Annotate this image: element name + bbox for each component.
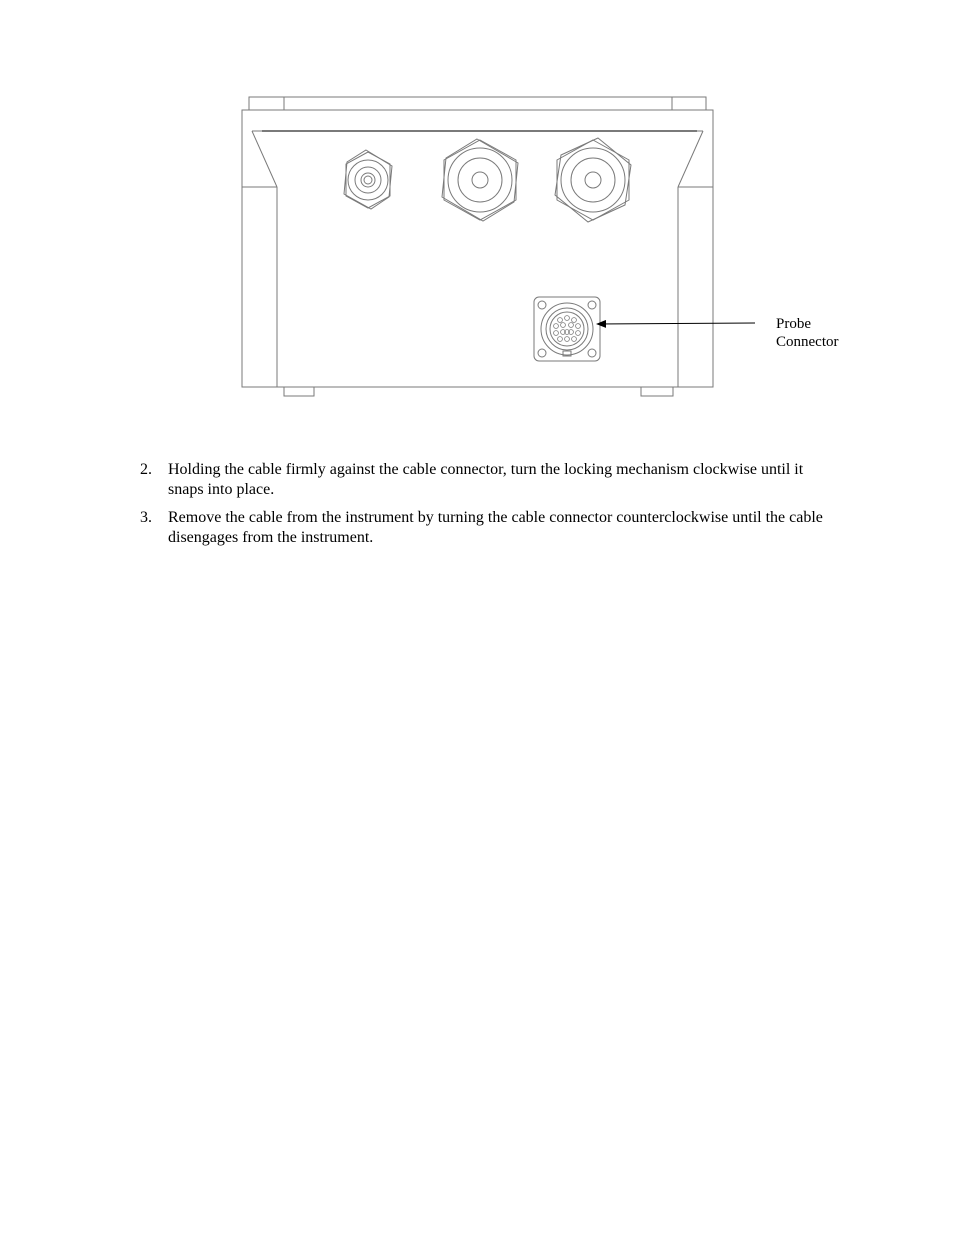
foot-right	[641, 387, 673, 396]
probe-connector	[534, 297, 600, 361]
step-number: 3.	[140, 509, 152, 526]
callout-line-2: Connector	[776, 334, 839, 350]
step-item	[140, 508, 840, 548]
cable-gland-medium	[442, 139, 518, 221]
step-number: 2.	[140, 461, 152, 478]
step-item	[140, 460, 840, 500]
probe-connector-label	[776, 315, 838, 351]
step-text: Holding the cable firmly against the cable connector, turn the locking mechanism clockwise until it snaps into place.	[168, 461, 804, 498]
instruction-steps	[140, 460, 840, 556]
step-text: Remove the cable from the instrument by turning the cable connector counterclockwise until the cable disengages from the instrument.	[168, 509, 823, 546]
instrument-figure	[0, 0, 954, 420]
callout-line-1: Probe	[776, 316, 811, 332]
instrument-drawing	[0, 0, 954, 420]
cable-gland-large	[555, 138, 631, 222]
enclosure-body	[242, 110, 713, 387]
callout-arrow	[597, 323, 755, 324]
lid	[249, 97, 706, 110]
foot-left	[284, 387, 314, 396]
cable-gland-small	[344, 150, 392, 209]
